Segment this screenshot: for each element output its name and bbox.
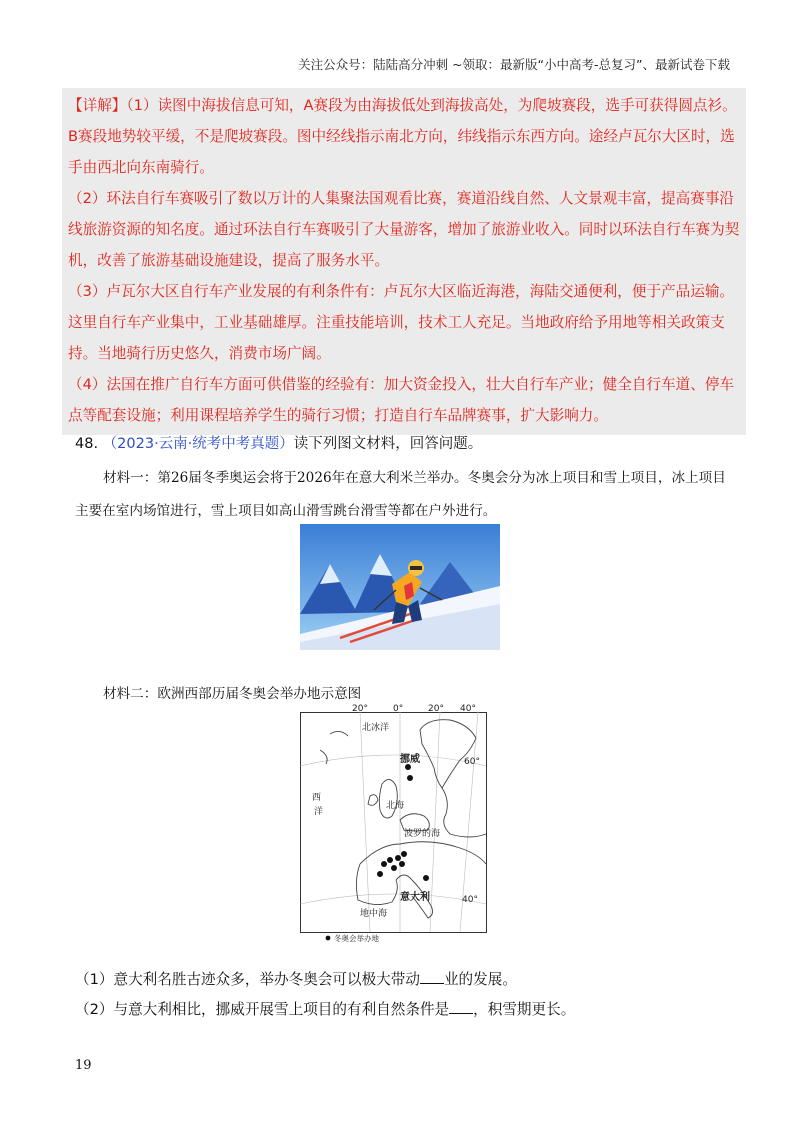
lat-label-1: 60°: [464, 757, 480, 767]
host-city-dot: [391, 865, 397, 871]
material-two: 材料二：欧洲西部历届冬奥会举办地示意图: [103, 686, 362, 702]
sub-question-2: （2）与意大利相比，挪威开展雪上项目的有利自然条件是 ，积雪期更长。: [75, 1001, 576, 1018]
host-city-dot: [381, 861, 387, 867]
answer-paragraph-1: 【详解】（1）读图中海拔信息可知，A赛段为由海拔低处到海拔高处，为爬坡赛段，选手可获得圆点衫。B赛段地势较平缓，不是爬坡赛段。图中经线指示南北方向，纬线指示东西方向。途经卢瓦尔大区时，选手由西北向东南骑行。: [68, 97, 737, 176]
europe-olympic-map: [300, 704, 492, 942]
lon-label-4: 40°: [460, 704, 476, 714]
host-city-dot: [423, 875, 429, 881]
host-city-dot: [387, 857, 393, 863]
question-number: 48.: [75, 436, 99, 452]
label-north-sea: 北海: [386, 801, 405, 811]
question-heading: [75, 432, 482, 453]
page-header: 关注公众号：陆陆高分冲刺 ~领取：最新版“小中高考-总复习”、最新试卷下载: [298, 57, 730, 72]
host-city-dot: [407, 775, 413, 781]
label-arctic: 北冰洋: [362, 723, 390, 733]
skier-illustration: [300, 524, 500, 650]
answer-block: [62, 88, 746, 435]
answer-paragraph-3: （3）卢瓦尔大区自行车产业发展的有利条件有：卢瓦尔大区临近海港，海陆交通便利，便于产品运输。这里自行车产业集中，工业基础雄厚。注重技能培训，技术工人充足。当地政府给予用地等相关政策支持。当地骑行历史悠久，消费市场广阔。: [68, 283, 735, 362]
label-atlantic-2: 洋: [314, 807, 324, 817]
sub-question-1: （1）意大利名胜古迹众多，举办冬奥会可以极大带动 业的发展。: [75, 971, 517, 988]
host-city-dot: [395, 855, 401, 861]
answer-paragraph-2: （2）环法自行车赛吸引了数以万计的人集聚法国观看比赛，赛道沿线自然、人文景观丰富，提高赛事沿线旅游资源的知名度。通过环法自行车赛吸引了大量游客，增加了旅游业收入。同时以环法自行车赛为契机，改善了旅游基础设施建设，提高了服务水平。: [68, 190, 740, 269]
material-one: 材料一：第26届冬季奥运会将于2026年在意大利米兰举办。冬奥会分为冰上项目和雪上项目，冰上项目主要在室内场馆进行，雪上项目如高山滑雪跳台滑雪等都在户外进行。: [75, 470, 726, 519]
label-atlantic-1: 西: [312, 793, 322, 803]
label-med: 地中海: [360, 909, 388, 919]
host-city-dot: [399, 861, 405, 867]
host-city-dot: [377, 871, 383, 877]
page-number: 19: [75, 1058, 92, 1073]
lon-label-2: 0°: [393, 704, 404, 714]
question-prompt: 读下列图文材料，回答问题。: [293, 436, 483, 452]
answer-paragraph-4: （4）法国在推广自行车方面可供借鉴的经验有：加大资金投入，壮大自行车产业；健全自行车道、停车点等配套设施；利用课程培养学生的骑行习惯；打造自行车品牌赛事，扩大影响力。: [68, 376, 735, 424]
answer-blank[interactable]: [449, 999, 473, 1014]
answer-blank[interactable]: [420, 969, 444, 984]
answer-tag: 【详解】: [68, 97, 127, 114]
map-legend: 冬奥会举办地: [334, 934, 379, 942]
lon-label-3: 20°: [428, 704, 444, 714]
lat-label-2: 40°: [462, 895, 478, 905]
label-italy: 意大利: [400, 892, 430, 903]
host-city-dot: [401, 851, 407, 857]
label-baltic: 波罗的海: [404, 829, 441, 839]
question-source-link[interactable]: （2023·云南·统考中考真题）: [102, 436, 294, 452]
lon-label-1: 20°: [352, 704, 368, 714]
label-norway: 挪威: [400, 754, 420, 765]
